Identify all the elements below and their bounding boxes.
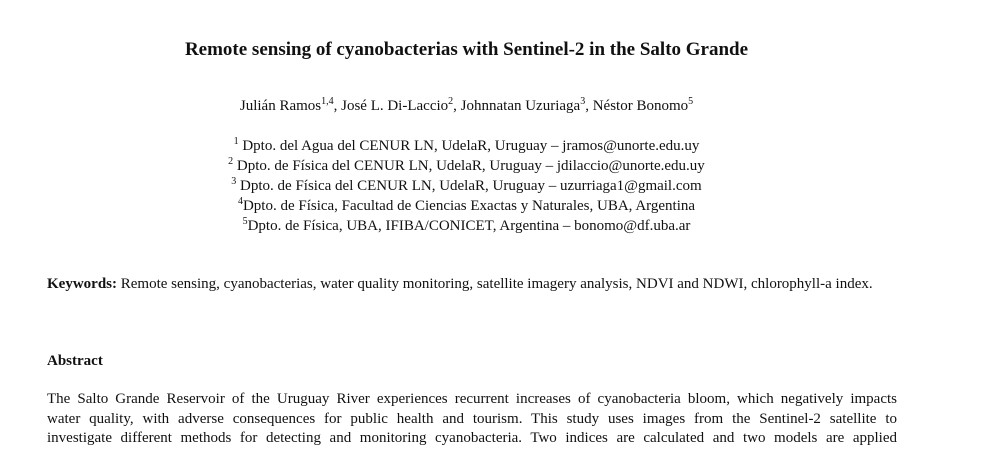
keywords-text: Remote sensing, cyanobacterias, water quality monitoring, satellite imagery analysis, NDVI and NDWI, chlorophyll-a index.	[117, 276, 873, 292]
author-list	[0, 96, 933, 116]
abstract-line: The Salto Grande Reservoir of the Uruguay River experiences recurrent increases of cyanobacteria bloom, which negatively impacts	[47, 391, 897, 407]
abstract-heading: Abstract	[47, 353, 103, 369]
keywords-label: Keywords:	[47, 276, 117, 292]
author: Johnnatan Uzuriaga$^3$,	[460, 96, 593, 114]
paper-title: Remote sensing of cyanobacterias with Sentinel-2 in the Salto Grande	[184, 39, 749, 60]
author: Julián Ramos$^{1,4}$,	[239, 96, 342, 114]
affiliation: $^1$ Dpto. del Agua del CENUR LN, UdelaR, Uruguay – jramos@unorte.edu.uy	[233, 136, 700, 154]
affiliation: $^3$ Dpto. de Física del CENUR LN, UdelaR, Uruguay – uzurriaga1@gmail.com	[231, 176, 702, 194]
affiliation-list	[0, 136, 933, 236]
author: Néstor Bonomo$^5$	[592, 96, 694, 114]
affiliation: $^5$Dpto. de Física, UBA, IFIBA/CONICET, Argentina – bonomo@df.uba.ar	[242, 216, 691, 234]
keywords-paragraph	[47, 274, 897, 294]
abstract-line: investigate different methods for detecting and monitoring cyanobacteria. Two indices are calculated and two models are applied	[47, 430, 897, 446]
author: José L. Di-Laccio$^2$,	[341, 96, 461, 114]
abstract-body	[47, 390, 897, 449]
affiliation: $^2$ Dpto. de Física del CENUR LN, UdelaR, Uruguay – jdilaccio@unorte.edu.uy	[228, 156, 705, 174]
abstract-line: water quality, with adverse consequences for public health and tourism. This study uses images from the Sentinel-2 satellite to	[47, 410, 897, 427]
affiliation: $^4$Dpto. de Física, Facultad de Ciencias Exactas y Naturales, UBA, Argentina	[237, 196, 696, 214]
